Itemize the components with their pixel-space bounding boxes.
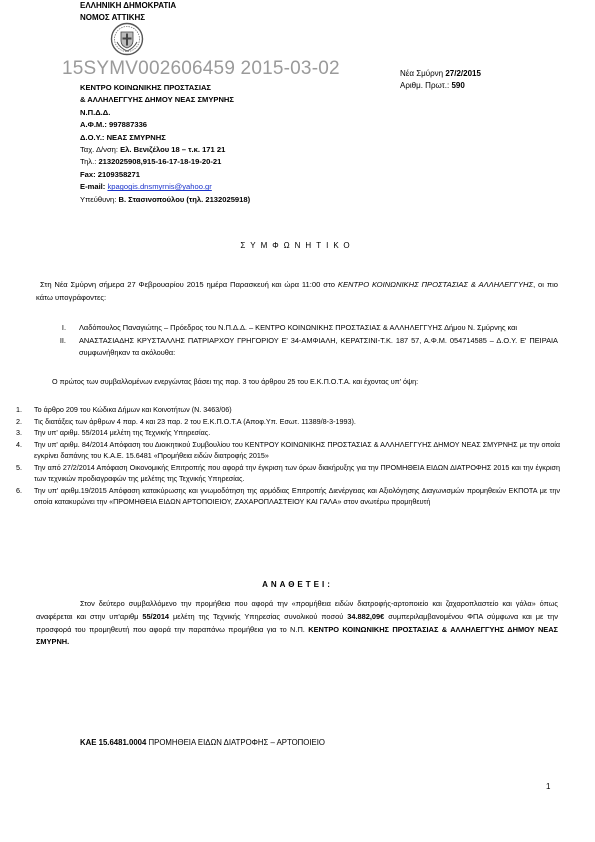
consideration-item [16,485,560,508]
kae-code: ΚΑΕ 15.6481.0004 [80,738,147,747]
party-item [36,335,558,360]
item-text: Την υπ' αριθμ.19/2015 Απόφαση κατακύρωσης και γνωμοδότηση της αρμόδιας Επιτροπής Διενέργειας και Αξιολόγησης Διαγωνισμών προμηθειών ΕΚΠΟΤΑ με την οποία κατακυρώνει την «ΠΡΟΜΗΘΕΙΑ ΕΙΔΩΝ ΑΡΤΟΠΟΙΕΙΟΥ, ΖΑΧΑΡΟΠΛΑΣΤΕΙΟΥ ΚΑΙ ΓΑΛΑ» στον ανωτέρω προμηθευτή [34,485,560,506]
consideration-item [16,427,560,439]
parties-list [36,322,558,360]
item-number: 4. [16,439,22,449]
document-title: ΣΥΜΦΩΝΗΤΙΚΟ [240,241,355,250]
assignment-paragraph [36,598,558,649]
assignment-title: ΑΝΑΘΕΤΕΙ: [262,580,333,589]
org-phone [80,156,250,168]
address-value: Ελ. Βενιζέλου 18 – τ.κ. 171 21 [120,145,226,155]
phone-value: 2132025908,915-16-17-18-19-20-21 [98,157,222,167]
kae-description: ΠΡΟΜΗΘΕΙΑ ΕΙΔΩΝ ΔΙΑΤΡΟΦΗΣ – ΑΡΤΟΠΟΙΕΙΟ [146,738,325,747]
intro-text: Στη Νέα Σμύρνη σήμερα 27 Φεβρουαρίου 2015 ημέρα Παρασκευή και ώρα 11:00 στο [40,280,338,289]
document-header [80,0,176,24]
assign-text-a: Στον δεύτερο συμβαλλόμενο την προμήθεια που αφορά την «προμήθεια ειδών διατροφής-αρτοποιείο και ζαχαροπλαστείο και γάλα» όπως αναφέρεται και στην υπ'αριθμ [36,599,558,621]
first-party-note: Ο πρώτος των συμβαλλομένων ενεργώντας βάσει της παρ. 3 του άρθρου 25 του Ε.Κ.Π.Ο.Τ.Α. και έχοντας υπ' όψη: [52,377,419,386]
item-text: Την υπ' αριθμ. 84/2014 Απόφαση του Διοικητικού Συμβουλίου του ΚΕΝΤΡΟΥ ΚΟΙΝΩΝΙΚΗΣ ΠΡΟΣΤΑΣΙΑΣ & ΑΛΛΗΛΕΓΓΥΗΣ ΔΗΜΟΥ ΝΕΑΣ ΣΜΥΡΝΗΣ με την οποία εγκρίνει δαπάνης του Κ.Α.Ε. 15.6481 «Προμήθεια ειδών διατροφής 2015» [34,439,560,460]
org-legal-form: Ν.Π.Δ.Δ. [80,107,111,117]
item-text: Την από 27/2/2014 Απόφαση Οικονομικής Επιτροπής που αφορά την έγκριση των όρων διακήρυξης για την ΠΡΟΜΗΘΕΙΑ ΕΙΔΩΝ ΔΙΑΤΡΟΦΗΣ 2015 και την έγκριση των τεχνικών προδιαγραφών της μελέτης της Τεχνικής Υπηρεσίας. [34,462,560,483]
consideration-item [16,404,560,416]
intro-text-end: , οι πιο κάτω υπογράφοντες: [36,280,558,302]
assign-text-c: μελέτη της Τεχνικής Υπηρεσίας συνολικού ποσού [169,611,348,621]
item-number: 1. [16,405,22,414]
party-text: ΑΝΑΣΤΑΣΙΑΔΗΣ ΚΡΥΣΤΑΛΛΗΣ ΠΑΤΡΙΑΡΧΟΥ ΓΡΗΓΟΡΙΟΥ Ε' 34-ΑΜΦΙΑΛΗ, ΚΕΡΑΤΣΙΝΙ-Τ.Κ. 187 57, Α.Φ.Μ. 054714585 – Δ.Ο.Υ. Ε' ΠΕΙΡΑΙΑ συμφωνήθηκαν τα ακόλουθα: [79,335,558,357]
email-label: E-mail: [80,182,108,192]
page-number: 1 [546,782,551,791]
greek-coat-of-arms-icon [110,22,144,56]
party-number: II. [59,335,66,345]
assign-org-name: ΚΕΝΤΡΟ ΚΟΙΝΩΝΙΚΗΣ ΠΡΟΣΤΑΣΙΑΣ & ΑΛΛΗΛΕΓΓΥΗΣ ΔΗΜΟΥ ΝΕΑΣ ΣΜΥΡΝΗ. [36,624,558,647]
item-text: Το άρθρο 209 του Κώδικα Δήμων και Κοινοτήτων (Ν. 3463/06) [34,405,232,414]
org-responsible [80,194,250,206]
intro-org-name: ΚΕΝΤΡΟ ΚΟΙΝΩΝΙΚΗΣ ΠΡΟΣΤΑΣΙΑΣ & ΑΛΛΗΛΕΓΓΥΗΣ [337,280,534,289]
consideration-item [16,416,560,428]
org-fax: Fax: 2109358271 [80,169,140,179]
date-label: Νέα Σμύρνη [400,69,446,78]
item-number: 6. [16,485,22,495]
assign-study-number: 55/2014 [142,611,170,621]
org-name-line2: & ΑΛΛΗΛΕΓΓΥΗΣ ΔΗΜΟΥ ΝΕΑΣ ΣΜΥΡΝΗΣ [80,95,234,105]
consideration-item [16,439,560,462]
item-number: 3. [16,428,22,437]
prefecture-label: ΝΟΜΟΣ ΑΤΤΙΚΗΣ [80,13,146,22]
organization-block [80,82,250,206]
protocol-line [400,80,481,92]
document-watermark: 15SYMV002606459 2015-03-02 [62,58,340,79]
kae-line [80,738,325,747]
assign-amount: 34.882,09€ [347,611,385,621]
protocol-label: Αριθμ. Πρωτ.: [400,81,452,90]
phone-label: Τηλ.: [80,157,99,167]
party-text: Λαδόπουλος Παναγιώτης – Πρόεδρος του Ν.Π.Δ.Δ. – ΚΕΝΤΡΟ ΚΟΙΝΩΝΙΚΗΣ ΠΡΟΣΤΑΣΙΑΣ & ΑΛΛΗΛΕΓΓΥΗΣ Δήμου Ν. Σμύρνης και [79,323,518,332]
address-label: Ταχ. Δ/νση: [80,145,121,155]
item-number: 5. [16,462,22,472]
org-email [80,181,250,193]
item-text: Την υπ' αριθμ. 55/2014 μελέτη της Τεχνικής Υπηρεσίας. [34,428,211,437]
date-and-protocol [400,68,481,92]
org-address [80,144,250,156]
party-number: I. [61,323,66,332]
responsible-label: Υπεύθυνη: [80,194,119,204]
org-afm: Α.Φ.Μ.: 997887336 [80,120,148,130]
intro-paragraph [36,278,558,304]
republic-label: ΕΛΛΗΝΙΚΗ ΔΗΜΟΚΡΑΤΙΑ [80,1,177,10]
item-number: 2. [16,416,22,426]
consideration-item [16,462,560,485]
assign-text-e: συμπεριλαμβανομένου ΦΠΑ σύμφωνα και με την προσφορά του προμηθευτή που αφορά την παραπάνω προμήθεια για το Ν.Π. [36,611,558,634]
responsible-value: Β. Στασινοπούλου (τηλ. 2132025918) [118,194,251,204]
date-line [400,68,481,80]
date-value: 27/2/2015 [445,69,481,78]
considerations-list [16,404,560,508]
org-doy: Δ.Ο.Υ.: ΝΕΑΣ ΣΜΥΡΝΗΣ [80,132,166,142]
email-link[interactable]: kpagogis.dnsmyrnis@yahoo.gr [107,182,212,192]
party-item [36,322,558,335]
protocol-value: 590 [451,81,465,90]
item-text: Τις διατάξεις των άρθρων 4 παρ. 4 και 23 παρ. 2 του Ε.Κ.Π.Ο.Τ.Α (Αποφ.Υπ. Εσωτ. 11389/8-3-1993). [34,416,356,426]
org-name-line1: ΚΕΝΤΡΟ ΚΟΙΝΩΝΙΚΗΣ ΠΡΟΣΤΑΣΙΑΣ [80,83,211,92]
